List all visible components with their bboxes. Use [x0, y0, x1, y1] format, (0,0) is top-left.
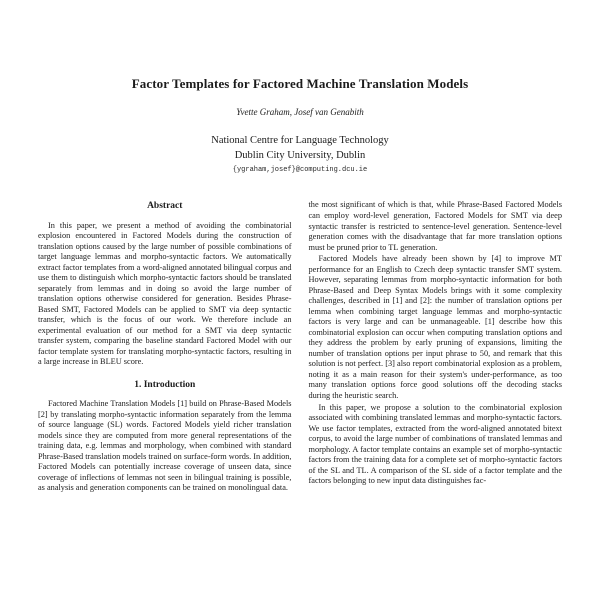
introduction-heading: 1. Introduction — [134, 379, 196, 390]
introduction-paragraph: Factored Machine Translation Models [1] build on Phrase-Based Models [2] by translating morpho-syntactic information separately from the lemma of source language (SL) words. Factored Models yield richer translation models since they are computed from more general representations of the training data, e.g. lemmas and morphology, when combined with standard Phrase-Based translation models trained on surface-form words. In addition, Factored Models can potentially increase coverage of unseen data, since coverage of inflections of lemmas not seen in bilingual training is possible, as analysis and generation components can be trained on monolingual data. — [38, 399, 292, 493]
right-column-paragraph-2: Factored Models have already been shown by [4] to improve MT performance for an English to Czech deep syntactic transfer SMT system. However, separating lemmas from morpho-syntactic information for both Phrase-Based and Deep Syntax Models brings with it some complexity challenges, described in [1] and [2]: the number of translation options per lemma when combining target language lemmas and morpho-syntactic factors is very large and can be unmanageable. [1] describe how this combinatorial explosion can occur when computing translation options and they address the problem by early pruning of expansions, limiting the number of translation options per input phrase to 50, and remark that this solution is not perfect. [3] also report combinatorial explosion as a problem, noting it as a main reason for their system's under-performance, as too many translation options force good solutions off the decoding stacks during the heuristic search. — [308, 254, 562, 400]
right-column-paragraph-1: the most significant of which is that, while Phrase-Based Factored Models can employ word-level generation, Factored Models for SMT via deep syntactic transfer is restricted to sentence-level generation. Sentence-level generation comes with the disadvantage that far more translation options must be pruned prior to TL generation. — [308, 200, 562, 252]
email-line: {ygraham,josef}@computing.dcu.ie — [232, 166, 368, 175]
authors-line: Yvette Graham, Josef van Genabith — [236, 107, 364, 117]
two-column-body — [38, 200, 562, 493]
left-column — [38, 200, 292, 493]
affiliation-block — [38, 133, 562, 163]
right-column — [309, 200, 563, 493]
affiliation-line-2: Dublin City University, Dublin — [234, 150, 366, 162]
abstract-heading: Abstract — [147, 201, 183, 212]
abstract-text: In this paper, we present a method of avoiding the combinatorial explosion encountered in Factored Models during the construction of translation options caused by the large number of possible combinations of target language lemmas and morpho-syntactic factors. We automatically extract factor templates from a word-aligned annotated bilingual corpus and use them to distinguish which morpho-syntactic factors should be translated separately from lemmas and in doing so avoid the large number of translation options otherwise considered for generation. Besides Phrase-Based SMT, Factored Models can be applied to SMT via deep syntactic transfer, which is the focus of our work. We therefore include an experimental evaluation of our method for a SMT via deep syntactic transfer system, comparing the baseline standard Factored Model with our factor template system for translating morpho-syntactic factors, resulting in a large increase in BLEU score. — [38, 220, 292, 367]
affiliation-line-1: National Centre for Language Technology — [211, 135, 389, 146]
right-column-paragraph-3: In this paper, we propose a solution to the combinatorial explosion associated with combining translated lemmas and morpho-syntactic factors. We use factor templates, extracted from the word-aligned annotated bitext corpus, to avoid the large number of combinations of translated lemmas and morphology. A factor template contains an example set of morpho-syntactic factors from the training data for a complete set of morpho-syntactic factors of the SL and TL. A comparison of the SL side of a factor template and the factors belonging to new input data distinguishes fac- — [308, 402, 562, 486]
paper-title: Factor Templates for Factored Machine Translation Models — [131, 76, 469, 91]
